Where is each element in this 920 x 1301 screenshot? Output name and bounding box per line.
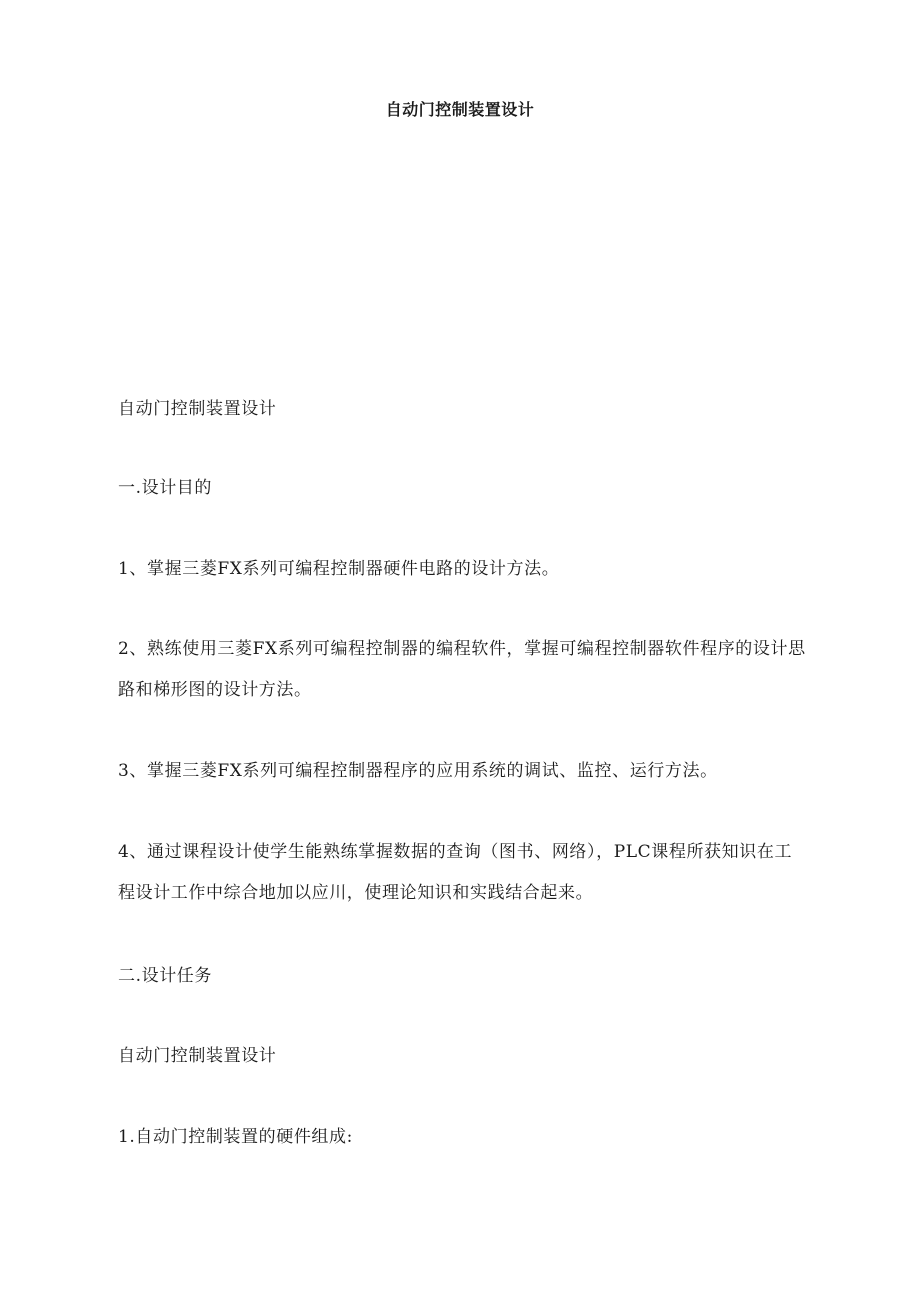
document-title: 自动门控制装置设计 xyxy=(385,100,535,119)
section-heading-task: 二.设计任务 xyxy=(118,966,213,986)
paragraph-subtitle: 自动门控制装置设计 xyxy=(118,399,277,419)
section-heading-purpose: 一.设计目的 xyxy=(118,478,213,498)
paragraph-item-2: 2、熟练使用三菱FX系列可编程控制器的编程软件，掌握可编程控制器软件程序的设计思路和梯形图的设计方法。 xyxy=(118,639,806,700)
paragraph-item-3: 3、掌握三菱FX系列可编程控制器程序的应用系统的调试、监控、运行方法。 xyxy=(118,761,718,781)
paragraph-task-title: 自动门控制装置设计 xyxy=(118,1046,277,1066)
paragraph-item-1: 1、掌握三菱FX系列可编程控制器硬件电路的设计方法。 xyxy=(118,559,560,579)
paragraph-hardware: 1.自动门控制装置的硬件组成: xyxy=(118,1127,353,1147)
paragraph-item-4: 4、通过课程设计使学生能熟练掌握数据的查询（图书、网络），PLC课程所获知识在工程设计工作中综合地加以应川，使理论知识和实践结合起来。 xyxy=(118,842,793,903)
